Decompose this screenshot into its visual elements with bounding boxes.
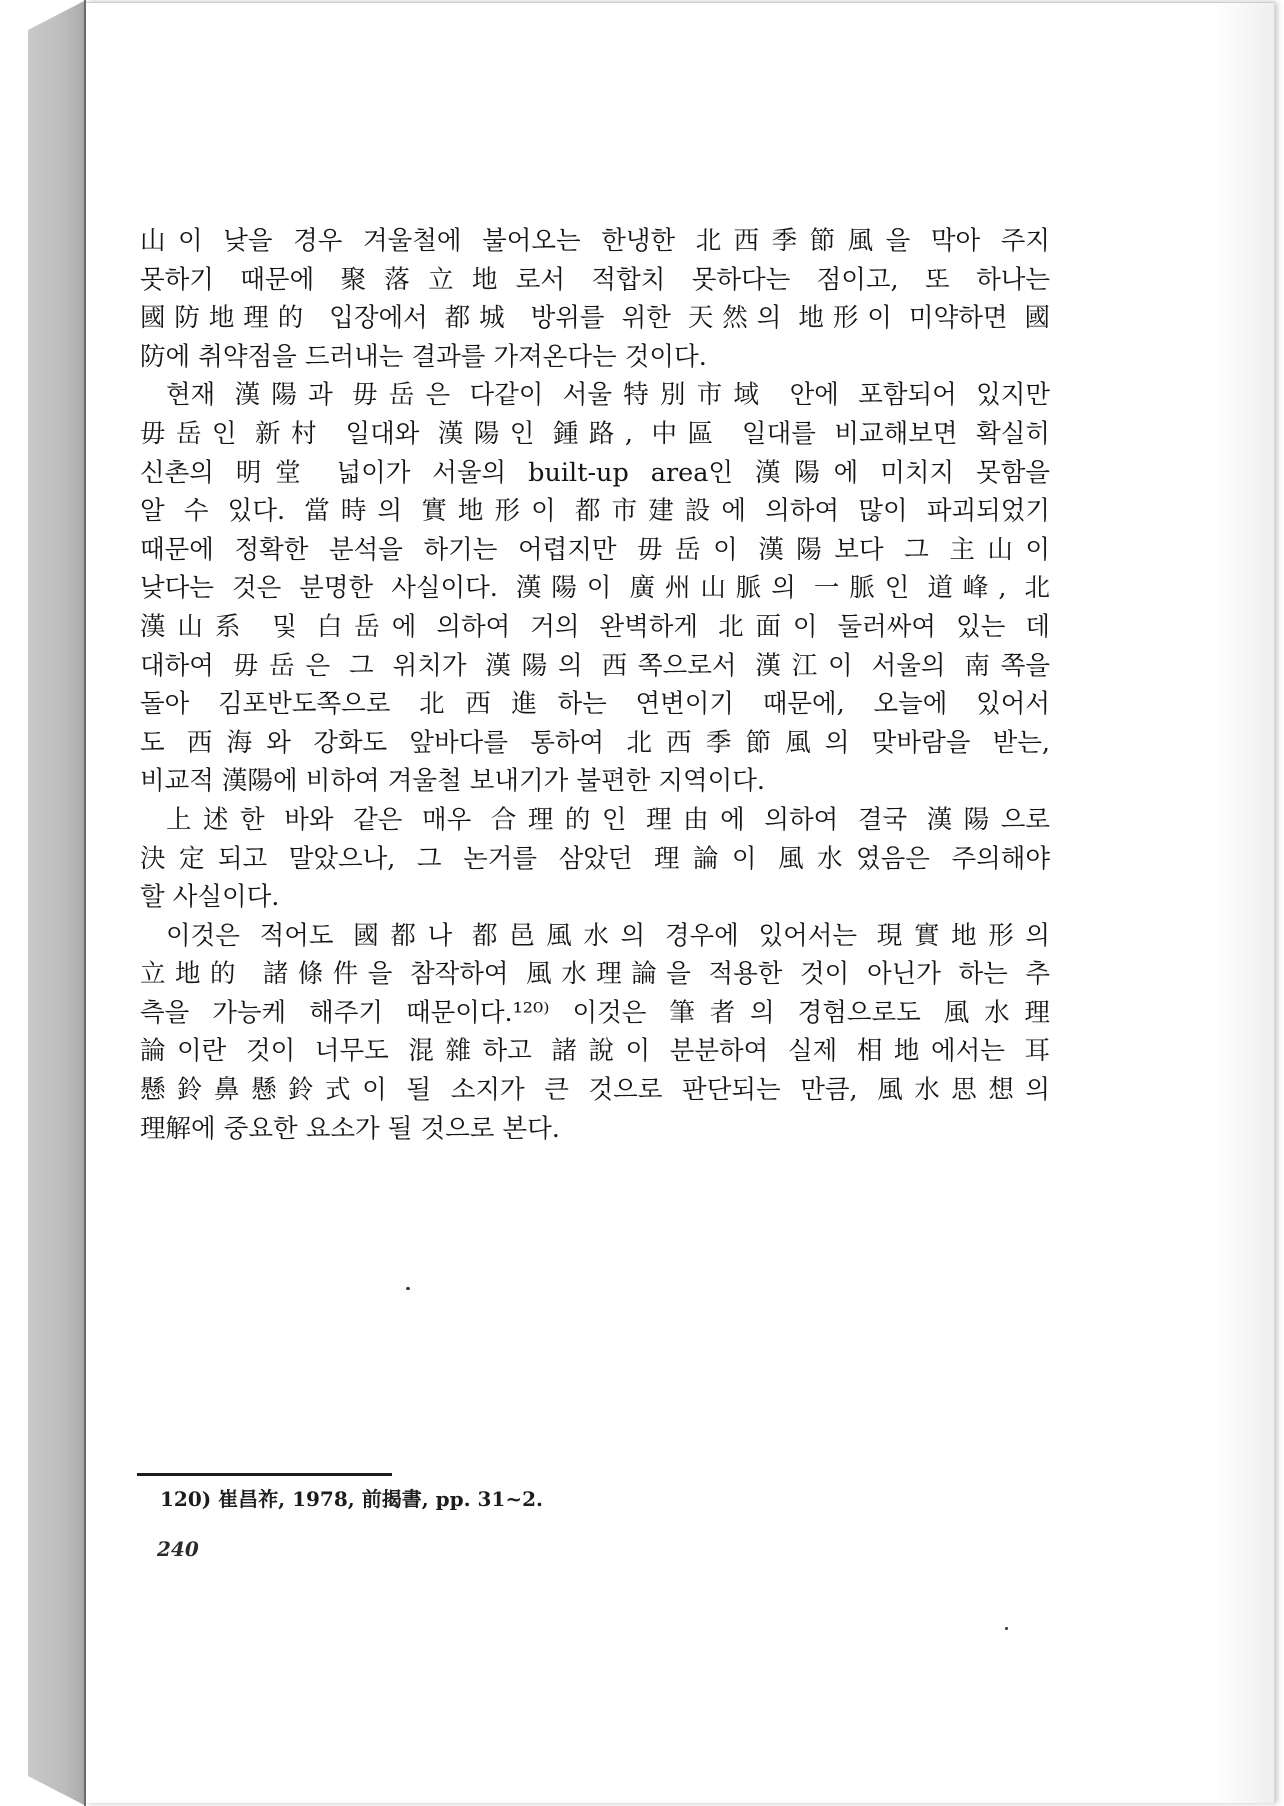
footnote-divider	[137, 1473, 392, 1476]
text-line: 이것은 적어도 國都나 都邑風水의 경우에 있어서는 現實地形의	[166, 920, 1050, 951]
text-line: 알 수 있다. 當時의 實地形이 都市建設에 의하여 많이 파괴되었기	[140, 496, 1050, 527]
page-number: 240	[157, 1537, 199, 1561]
text-line: 때문에 정확한 분석을 하기는 어렵지만 毋岳이 漢陽보다 그 主山이	[140, 534, 1050, 565]
text-line: 防에 취약점을 드러내는 결과를 가져온다는 것이다.	[140, 341, 707, 372]
text-line: 신촌의 明堂 넓이가 서울의 built-up area인 漢陽에 미치지 못함을	[140, 457, 1050, 488]
text-line: 비교적 漢陽에 비하여 겨울철 보내기가 불편한 지역이다.	[140, 766, 766, 797]
body-text	[140, 222, 1050, 1148]
text-line: 山이 낮을 경우 겨울철에 불어오는 한냉한 北西季節風을 막아 주지	[140, 226, 1050, 256]
text-line: 현재 漢陽과 毋岳은 다같이 서울特別市域 안에 포함되어 있지만	[166, 380, 1050, 411]
book-spine	[28, 0, 86, 1806]
text-line: 낮다는 것은 분명한 사실이다. 漢陽이 廣州山脈의 一脈인 道峰, 北	[140, 573, 1050, 604]
print-speck	[406, 1287, 410, 1290]
text-line: 할 사실이다.	[140, 882, 280, 913]
text-line: 上述한 바와 같은 매우 合理的인 理由에 의하여 결국 漢陽으로	[166, 804, 1050, 835]
text-line: 論이란 것이 너무도 混雜하고 諸說이 분분하여 실제 相地에서는 耳	[140, 1036, 1050, 1067]
text-line: 國防地理的 입장에서 都城 방위를 위한 天然의 地形이 미약하면 國	[140, 303, 1050, 334]
text-line: 立地的 諸條件을 참작하여 風水理論을 적용한 것이 아닌가 하는 추	[140, 959, 1050, 990]
print-speck	[1005, 1627, 1008, 1630]
text-line: 理解에 중요한 요소가 될 것으로 본다.	[140, 1113, 560, 1144]
text-line: 懸鈴鼻懸鈴式이 될 소지가 큰 것으로 판단되는 만큼, 風水思想의	[140, 1075, 1050, 1106]
text-line: 決定되고 말았으나, 그 논거를 삼았던 理論이 風水였음은 주의해야	[140, 843, 1050, 874]
text-line: 돌아 김포반도쪽으로 北西進하는 연변이기 때문에, 오늘에 있어서	[140, 689, 1050, 720]
text-line: 대하여 毋岳은 그 위치가 漢陽의 西쪽으로서 漢江이 서울의 南쪽을	[140, 650, 1050, 681]
text-line: 漢山系 및 白岳에 의하여 거의 완벽하게 北面이 둘러싸여 있는 데	[140, 611, 1050, 642]
page-shade	[1214, 3, 1274, 1803]
text-line: 毋岳인 新村 일대와 漢陽인 鍾路, 中區 일대를 비교해보면 확실히	[140, 418, 1050, 449]
text-line: 도 西海와 강화도 앞바다를 통하여 北西季節風의 맞바람을 받는,	[140, 727, 1050, 758]
footnote: 120) 崔昌祚, 1978, 前揭書, pp. 31~2.	[160, 1487, 543, 1511]
text-line: 못하기 때문에 聚落立地로서 적합치 못하다는 점이고, 또 하나는	[140, 264, 1050, 295]
text-line: 측을 가능케 해주기 때문이다.¹²⁰⁾ 이것은 筆者의 경험으로도 風水理	[140, 997, 1050, 1028]
